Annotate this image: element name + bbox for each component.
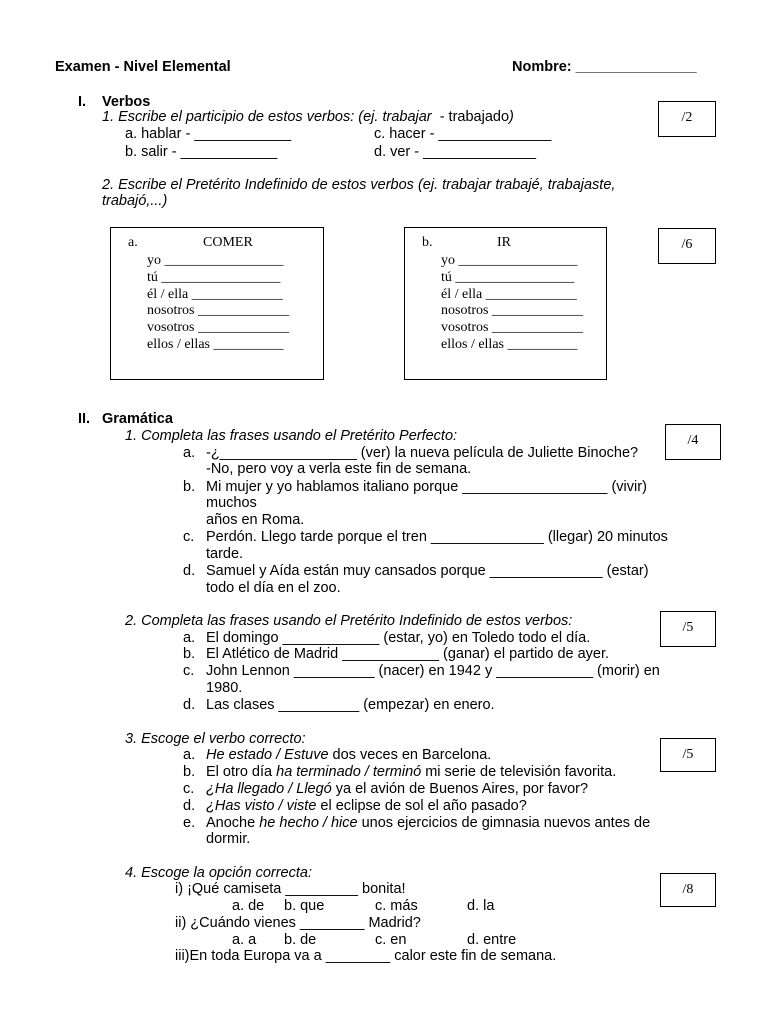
sentence-2-3-a: He estado / Estuve dos veces en Barcelona.	[206, 747, 492, 763]
item-label: d.	[183, 697, 196, 713]
option-i-c: c. más	[375, 898, 418, 914]
conjugation-line-ellos: ellos / ellas __________	[441, 337, 578, 352]
option-ii-c: c. en	[375, 932, 407, 948]
sentence-2-2-d: Las clases __________ (empezar) en enero.	[206, 697, 495, 713]
conjugation-line-tu: tú _________________	[147, 270, 281, 285]
exam-title: Examen - Nivel Elemental	[55, 59, 231, 75]
score-box-2-2: /5	[660, 611, 716, 647]
conjugation-line-ellos: ellos / ellas __________	[147, 337, 284, 352]
sentence-2-3-c: ¿Ha llegado / Llegó ya el avión de Buenos Aires, por favor?	[206, 781, 589, 797]
sentence-2-2-c-line2: 1980.	[206, 680, 243, 696]
sentence-2-1-c-line2: tarde.	[206, 546, 244, 562]
score-box-1-2: /6	[658, 228, 716, 264]
conjugation-verb: COMER	[203, 235, 253, 250]
section-1-title: Verbos	[102, 94, 151, 110]
option-i-a: a. de	[232, 898, 265, 914]
item-label: d.	[183, 563, 196, 579]
conjugation-box-letter: b.	[422, 235, 433, 250]
conjugation-line-yo: yo _________________	[441, 253, 578, 268]
item-label: b.	[183, 479, 196, 495]
sentence-2-2-a: El domingo ____________ (estar, yo) en Toledo todo el día.	[206, 630, 591, 646]
conjugation-line-nosotros: nosotros _____________	[147, 303, 289, 318]
sentence-2-2-b: El Atlético de Madrid ____________ (ganar) el partido de ayer.	[206, 646, 610, 662]
participle-item-b: b. salir - ____________	[125, 144, 278, 160]
question-iii: iii)En toda Europa va a ________ calor este fin de semana.	[175, 948, 557, 964]
sentence-2-1-c-line1: Perdón. Llego tarde porque el tren ______________ (llegar) 20 minutos	[206, 529, 668, 545]
option-i-d: d. la	[467, 898, 495, 914]
item-label: a.	[183, 445, 196, 461]
sentence-2-2-c-line1: John Lennon __________ (nacer) en 1942 y ____________ (morir) en	[206, 663, 660, 679]
option-ii-b: b. de	[284, 932, 317, 948]
exercise-2-3-prompt: 3. Escoge el verbo correcto:	[125, 731, 306, 747]
sentence-2-3-e-line1: Anoche he hecho / hice unos ejercicios de gimnasia nuevos antes de	[206, 815, 651, 831]
sentence-2-1-b-line1: Mi mujer y yo hablamos italiano porque __________________ (vivir)	[206, 479, 647, 495]
sentence-2-3-d: ¿Has visto / viste el eclipse de sol el año pasado?	[206, 798, 527, 814]
exercise-1-2-prompt-line1: 2. Escribe el Pretérito Indefinido de estos verbos (ej. trabajar trabajé, trabajaste,	[102, 177, 616, 193]
conjugation-line-tu: tú _________________	[441, 270, 575, 285]
exercise-2-4-prompt: 4. Escoge la opción correcta:	[125, 865, 312, 881]
score-box-2-1: /4	[665, 424, 721, 460]
sentence-2-3-e-line2: dormir.	[206, 831, 251, 847]
conjugation-line-vosotros: vosotros _____________	[441, 320, 583, 335]
item-label: c.	[183, 781, 195, 797]
exercise-2-1-prompt: 1. Completa las frases usando el Pretérito Perfecto:	[125, 428, 458, 444]
section-1-numeral: I.	[78, 94, 87, 110]
score-box-2-3: /5	[660, 738, 716, 772]
conjugation-line-el: él / ella _____________	[147, 287, 283, 302]
option-ii-a: a. a	[232, 932, 257, 948]
item-label: a.	[183, 747, 196, 763]
sentence-2-1-b-line3: años en Roma.	[206, 512, 305, 528]
participle-item-d: d. ver - ______________	[374, 144, 537, 160]
sentence-2-1-b-line2: muchos	[206, 495, 257, 511]
participle-item-c: c. hacer - ______________	[374, 126, 552, 142]
conjugation-line-nosotros: nosotros _____________	[441, 303, 583, 318]
item-label: b.	[183, 646, 196, 662]
section-2-numeral: II.	[78, 411, 91, 427]
option-i-b: b. que	[284, 898, 325, 914]
sentence-2-3-b: El otro día ha terminado / terminó mi serie de televisión favorita.	[206, 764, 617, 780]
item-label: e.	[183, 815, 196, 831]
item-label: d.	[183, 798, 196, 814]
conjugation-line-el: él / ella _____________	[441, 287, 577, 302]
item-label: a.	[183, 630, 196, 646]
section-2-title: Gramática	[102, 411, 173, 427]
conjugation-line-vosotros: vosotros _____________	[147, 320, 289, 335]
conjugation-box-ir	[404, 227, 607, 380]
score-box-1-1: /2	[658, 101, 716, 137]
exercise-2-2-prompt: 2. Completa las frases usando el Pretérito Indefinido de estos verbos:	[125, 613, 573, 629]
name-field-label: Nombre: _______________	[512, 59, 697, 75]
exercise-1-1-prompt: 1. Escribe el participio de estos verbos: (ej. trabajar - trabajado)	[102, 109, 514, 125]
item-label: c.	[183, 663, 195, 679]
item-label: c.	[183, 529, 195, 545]
participle-item-a: a. hablar - ____________	[125, 126, 292, 142]
item-label: b.	[183, 764, 196, 780]
score-box-2-4: /8	[660, 873, 716, 907]
option-ii-d: d. entre	[467, 932, 517, 948]
question-i: i) ¡Qué camiseta _________ bonita!	[175, 881, 406, 897]
conjugation-box-letter: a.	[128, 235, 138, 250]
sentence-2-1-d-line2: todo el día en el zoo.	[206, 580, 341, 596]
conjugation-verb: IR	[497, 235, 511, 250]
sentence-2-1-a-line1: -¿_________________ (ver) la nueva película de Juliette Binoche?	[206, 445, 639, 461]
sentence-2-1-d-line1: Samuel y Aída están muy cansados porque ______________ (estar)	[206, 563, 649, 579]
question-ii: ii) ¿Cuándo vienes ________ Madrid?	[175, 915, 421, 931]
conjugation-box-comer	[110, 227, 324, 380]
exercise-1-2-prompt-line2: trabajó,...)	[102, 193, 168, 209]
conjugation-line-yo: yo _________________	[147, 253, 284, 268]
sentence-2-1-a-line2: -No, pero voy a verla este fin de semana.	[206, 461, 472, 477]
